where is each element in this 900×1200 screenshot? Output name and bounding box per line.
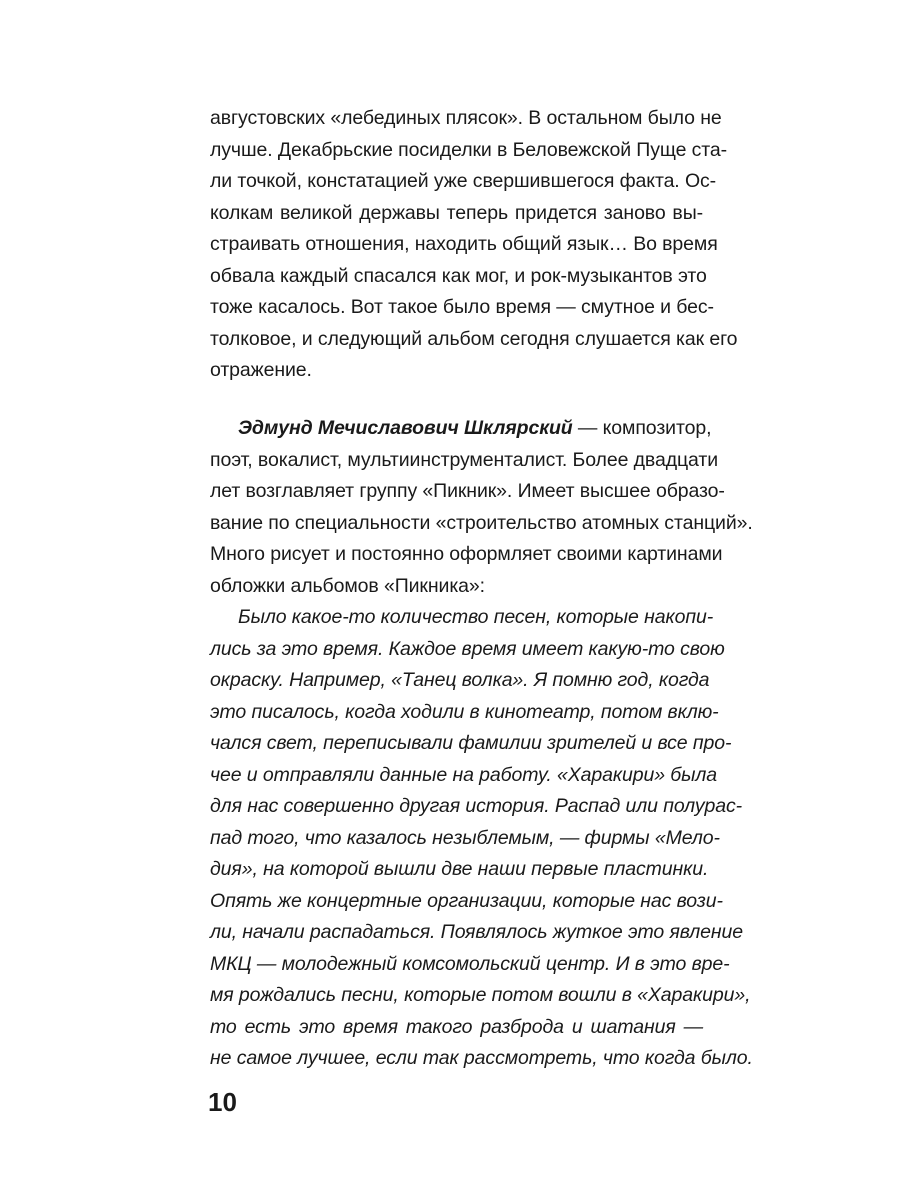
quote-line: Опять же концертные организации, которые нас вози-: [210, 889, 723, 912]
quote-line: лись за это время. Каждое время имеет какую-то свою: [210, 637, 725, 660]
quote-line: ли, начали распадаться. Появлялось жуткое это явление: [210, 921, 743, 943]
paragraph-biography: [210, 413, 753, 1075]
text-line: отражение.: [210, 359, 312, 381]
quote-line: окраску. Например, «Танец волка». Я помню год, когда: [210, 669, 710, 691]
text-line: колкам великой державы теперь придется заново вы-: [210, 201, 703, 224]
text-line: ли точкой, констатацией уже свершившегося факта. Ос-: [210, 170, 717, 192]
bio-first-line: [210, 413, 712, 445]
paragraph-context: [210, 103, 738, 387]
text-line: лет возглавляет группу «Пикник». Имеет высшее образо-: [210, 480, 725, 502]
text-line: толковое, и следующий альбом сегодня слушается как его: [210, 327, 738, 350]
text-line: обвала каждый спасался как мог, и рок-музыкантов это: [210, 264, 707, 287]
text-line: тоже касалось. Вот такое было время — смутное и бес-: [210, 296, 714, 318]
text-line: поэт, вокалист, мультиинструменталист. Более двадцати: [210, 448, 718, 471]
quote-line: для нас совершенно другая история. Распад или полурас-: [210, 795, 743, 817]
person-name: Эдмунд Мечиславович Шклярский: [238, 417, 573, 439]
text-line: Много рисует и постоянно оформляет своими картинами: [210, 543, 723, 565]
quote-line: МКЦ — молодежный комсомольский центр. И в это вре-: [210, 952, 730, 975]
quote-block: [210, 602, 753, 1075]
text-line: обложки альбомов «Пикника»:: [210, 574, 485, 597]
quote-line: Было какое-то количество песен, которые накопи-: [238, 606, 714, 628]
quote-line: мя рождались песни, которые потом вошли в «Харакири»,: [210, 984, 751, 1006]
text-line: лучше. Декабрьские посиделки в Беловежской Пуще ста-: [210, 138, 728, 161]
quote-line: пад того, что казалось незыблемым, — фирмы «Мело-: [210, 826, 720, 849]
text-line: августовских «лебединых плясок». В остальном было не: [210, 107, 722, 129]
quote-line: то есть это время такого разброда и шатания —: [210, 1015, 703, 1038]
bio-name-tail: — композитор,: [572, 417, 712, 439]
quote-line: не самое лучшее, если так рассмотреть, что когда было.: [210, 1047, 753, 1069]
quote-line: чался свет, переписывали фамилии зрителей и все про-: [210, 732, 732, 754]
text-line: страивать отношения, находить общий язык… Во время: [210, 233, 718, 255]
page-number: 10: [208, 1087, 237, 1117]
text-line: вание по специальности «строительство атомных станций».: [210, 511, 753, 534]
quote-line: дия», на которой вышли две наши первые пластинки.: [210, 858, 709, 880]
quote-line: это писалось, когда ходили в кинотеатр, потом вклю-: [210, 700, 719, 723]
quote-line: чее и отправляли данные на работу. «Харакири» была: [210, 763, 718, 786]
